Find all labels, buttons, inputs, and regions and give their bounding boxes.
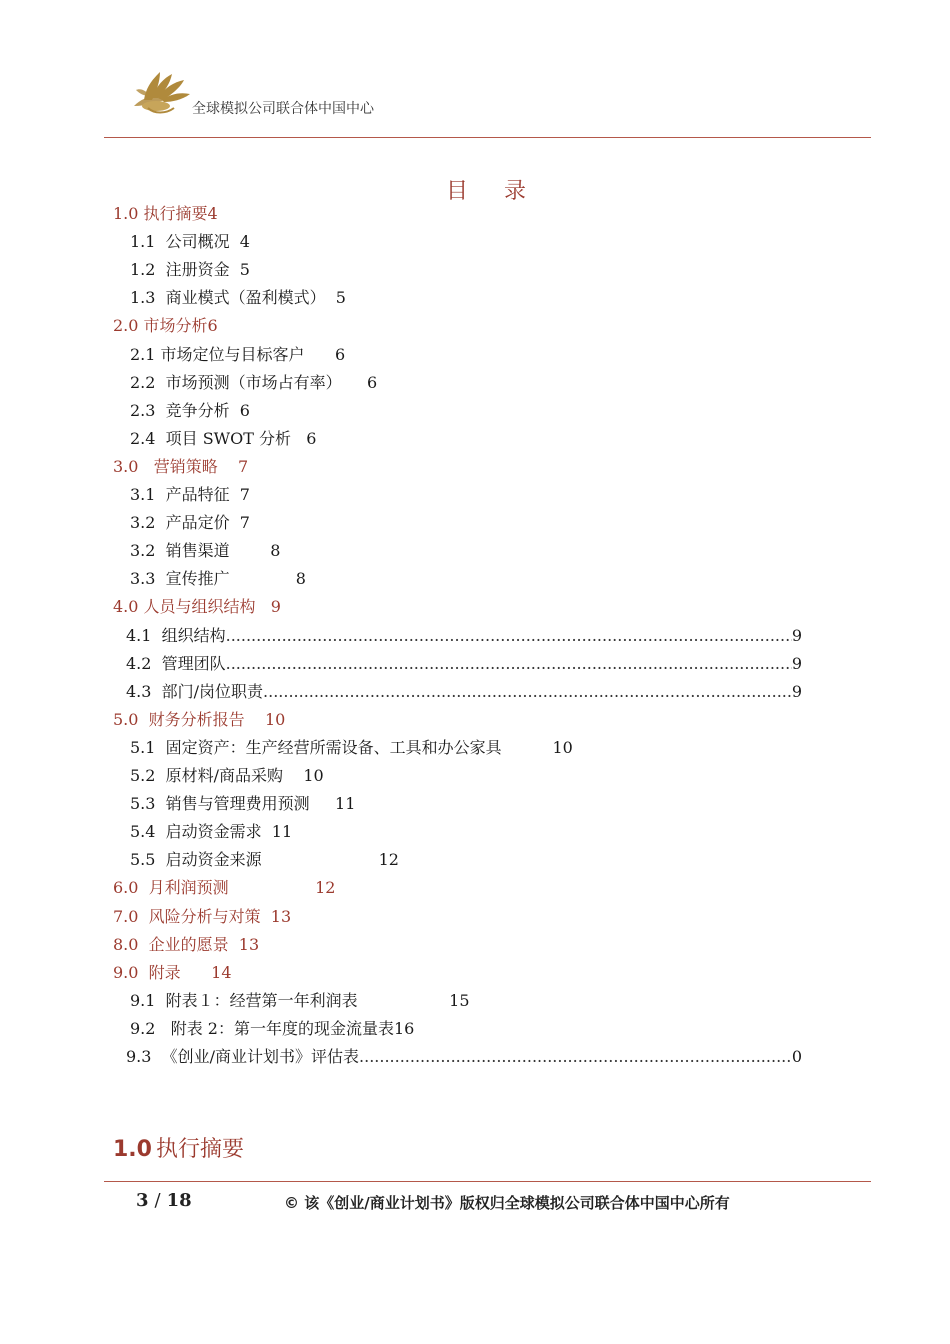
- section-title: 执行摘要: [155, 1137, 244, 1162]
- toc-entry[interactable]: 4.0 人员与组织结构 9: [113, 597, 281, 617]
- copyright-notice: © 该《创业/商业计划书》版权归全球模拟公司联合体中国中心所有: [284, 1194, 730, 1212]
- toc-entry[interactable]: 3.3 宣传推广 8: [130, 569, 306, 589]
- toc-entry-page: 0: [791, 1047, 802, 1066]
- toc-entry[interactable]: 9.2 附表 2：第一年度的现金流量表16: [130, 1018, 415, 1038]
- toc-entry[interactable]: 2.2 市场预测（市场占有率） 6: [130, 372, 378, 392]
- toc-entry[interactable]: 1.1 公司概况 4: [130, 232, 250, 252]
- toc-entry[interactable]: 5.3 销售与管理费用预测 11: [130, 794, 356, 814]
- toc-entry[interactable]: 6.0 月利润预测 12: [113, 878, 336, 898]
- toc-entry[interactable]: 1.0 执行摘要4: [113, 204, 218, 223]
- lotus-logo: [126, 66, 192, 118]
- toc-entry[interactable]: 2.0 市场分析6: [113, 316, 218, 336]
- toc-entry[interactable]: 9.1 附表１：经营第一年利润表 15: [130, 990, 470, 1010]
- page-footer: [104, 1182, 871, 1222]
- toc-entry[interactable]: 2.4 项目 SWOT 分析 6: [130, 428, 317, 448]
- dot-leader: [226, 650, 792, 678]
- dot-leader: [359, 1043, 792, 1071]
- toc-entry-text: 9.3 《创业/商业计划书》评估表: [126, 1047, 360, 1066]
- toc-entry[interactable]: [126, 1043, 802, 1071]
- toc-title: 目 录: [445, 179, 529, 204]
- toc-entry-page: 9: [791, 681, 802, 701]
- toc-entry[interactable]: 3.0 营销策略 7: [113, 456, 249, 476]
- toc-entry[interactable]: [126, 678, 802, 706]
- toc-entry[interactable]: 5.2 原材料/商品采购 10: [130, 766, 324, 785]
- dot-leader: [263, 678, 792, 706]
- section-heading: [113, 1132, 244, 1163]
- toc-entry-text: 4.1 组织结构: [126, 625, 226, 645]
- toc-entry[interactable]: [126, 650, 802, 678]
- toc-entry[interactable]: 2.3 竞争分析 6: [130, 400, 250, 420]
- toc-entry[interactable]: 3.2 销售渠道 8: [130, 541, 281, 561]
- toc-entry[interactable]: 2.1 市场定位与目标客户 6: [130, 344, 346, 364]
- toc-entry[interactable]: 9.0 附录 14: [113, 962, 232, 982]
- toc-entry-text: 4.2 管理团队: [126, 653, 226, 673]
- toc-entry[interactable]: 1.2 注册资金 5: [130, 260, 250, 280]
- page-header: [104, 60, 871, 138]
- section-number: 1.0: [113, 1137, 152, 1162]
- toc-entry[interactable]: 7.0 风险分析与对策 13: [113, 906, 292, 926]
- toc-entry[interactable]: 5.0 财务分析报告 10: [113, 709, 286, 729]
- toc-entry[interactable]: 1.3 商业模式（盈利模式） 5: [130, 288, 346, 308]
- toc-entry[interactable]: 8.0 企业的愿景 13: [113, 934, 260, 954]
- page-number: 3 / 18: [136, 1190, 192, 1211]
- toc-entry[interactable]: 5.1 固定资产：生产经营所需设备、工具和办公家具 10: [130, 737, 573, 757]
- toc-entry[interactable]: 5.4 启动资金需求 11: [130, 822, 293, 842]
- toc-entry[interactable]: 3.2 产品定价 7: [130, 513, 250, 533]
- header-rule: [104, 137, 871, 138]
- toc-entry[interactable]: [126, 622, 802, 650]
- toc-entry-text: 4.3 部门/岗位职责: [126, 681, 264, 701]
- toc-entry-page: 9: [791, 653, 802, 673]
- toc-entry[interactable]: 3.1 产品特征 7: [130, 485, 250, 504]
- toc-entry-page: 9: [791, 625, 802, 645]
- dot-leader: [226, 622, 792, 650]
- toc-entry[interactable]: 5.5 启动资金来源 12: [130, 850, 399, 870]
- organization-name: 全球模拟公司联合体中国中心: [192, 101, 374, 117]
